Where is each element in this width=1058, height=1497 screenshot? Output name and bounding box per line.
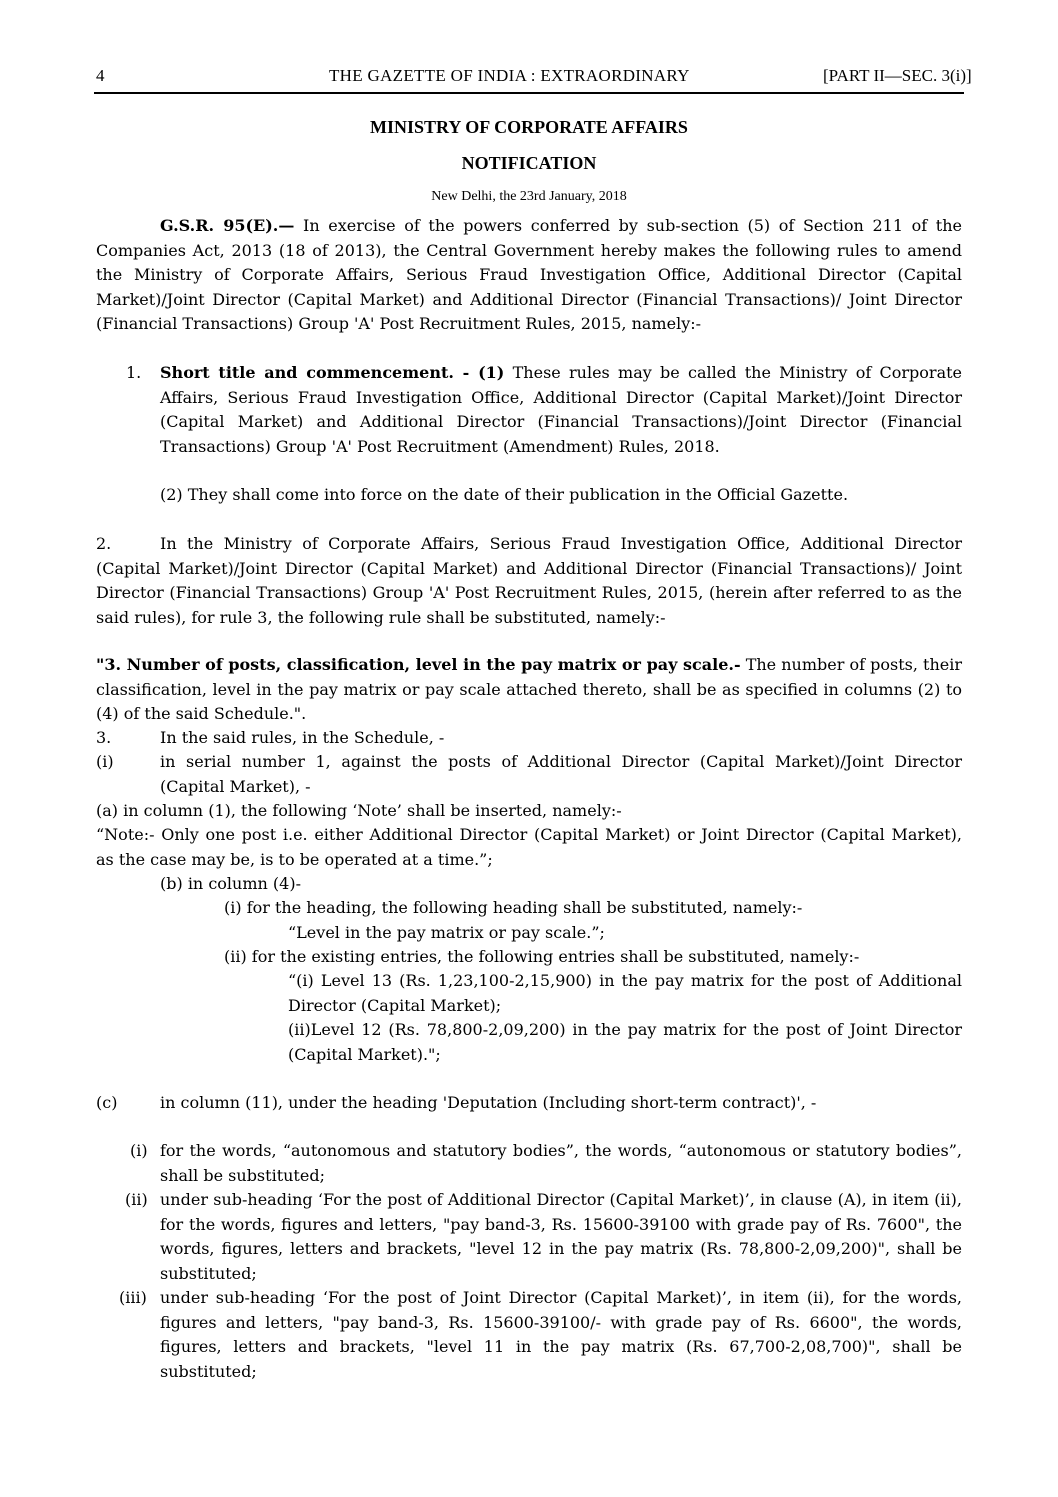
rule3-sub-heading: "3. Number of posts, classification, level in the pay matrix or pay scale.- <box>96 655 741 674</box>
rule1-sub2: (2) They shall come into force on the date of their publication in the Official Gazette. <box>160 485 849 504</box>
item-b-i-quote: “Level in the pay matrix or pay scale.”; <box>288 923 605 942</box>
item-b: (b) in column (4)- <box>160 874 301 893</box>
ministry-title: MINISTRY OF CORPORATE AFFAIRS <box>370 117 688 137</box>
rule3-text: In the said rules, in the Schedule, - <box>160 728 445 747</box>
header-rule <box>94 92 964 94</box>
rule1-text: These rules may be called the Ministry of Corporate Affairs, Serious Fraud Investigation Office, Additional Director (Capital Market)/Joint Director (Capital Market) and Additional Director (Financial Transactions)/Joint Director (Financial Transactions) Group 'A' Post Recruitment (Amendment) Rules, 2018. <box>160 363 963 456</box>
c-item-i-label: (i) <box>130 1141 148 1160</box>
page-number: 4 <box>96 66 105 85</box>
item-b-i: (i) for the heading, the following heading shall be substituted, namely:- <box>224 898 803 917</box>
preamble-text: In exercise of the powers conferred by sub-section (5) of Section 211 of the Companies Act, 2013 (18 of 2013), the Central Government hereby makes the following rules to amend the Ministry of Corporate Affairs, Serious Fraud Investigation Office, Additional Director (Capital Market)/Joint Director (Capital Market) and Additional Director (Financial Transactions)/ Joint Director (Financial Transactions) Group 'A' Post Recruitment Rules, 2015, namely:- <box>96 216 963 333</box>
c-item-i-text: for the words, “autonomous and statutory bodies”, the words, “autonomous or statutory bodies”, shall be substituted; <box>160 1141 962 1185</box>
rule3-sub-text: The number of posts, their classification, level in the pay matrix or pay scale attached thereto, shall be as specified in columns (2) to (4) of the said Schedule.". <box>96 655 962 723</box>
item-b-ii-entry-2: (ii)Level 12 (Rs. 78,800-2,09,200) in the pay matrix for the post of Joint Director (Capital Market)."; <box>288 1020 962 1064</box>
c-item-iii-label: (iii) <box>119 1288 147 1307</box>
item-i-label: (i) <box>96 752 114 771</box>
rule1-number: 1. <box>126 363 142 382</box>
item-b-ii: (ii) for the existing entries, the following entries shall be substituted, namely:- <box>224 947 860 966</box>
preamble <box>96 214 962 337</box>
notification-title: NOTIFICATION <box>461 153 597 173</box>
dateline: New Delhi, the 23rd January, 2018 <box>431 189 627 204</box>
part-section: [PART II—SEC. 3(i)] <box>823 66 972 85</box>
rule1-para <box>160 361 962 459</box>
item-c-label: (c) <box>96 1093 118 1112</box>
item-a: (a) in column (1), the following ‘Note’ shall be inserted, namely:- <box>96 801 622 820</box>
rule2-text: In the Ministry of Corporate Affairs, Serious Fraud Investigation Office, Additional Director (Capital Market)/Joint Director (Capital Market) and Additional Director (Financial Transactions)/ Joint Director (Financial Transactions) Group 'A' Post Recruitment Rules, 2015, (herein after referred to as the said rules), for rule 3, the following rule shall be substituted, namely:- <box>96 534 962 627</box>
item-b-ii-entry-1: “(i) Level 13 (Rs. 1,23,100-2,15,900) in the pay matrix for the post of Additional Director (Capital Market); <box>288 971 962 1015</box>
c-item-iii-text: under sub-heading ‘For the post of Joint Director (Capital Market)’, in item (ii), for the words, figures and letters, "pay band-3, Rs. 15600-39100/- with grade pay of Rs. 6600", the words, figures, letters and brackets, "level 11 in the pay matrix (Rs. 67,700-2,08,700)", shall be substituted; <box>160 1288 962 1381</box>
rule2-number: 2. <box>96 534 112 553</box>
c-item-ii-text: under sub-heading ‘For the post of Additional Director (Capital Market)’, in clause (A), in item (ii), for the words, figures and letters, "pay band-3, Rs. 15600-39100 with grade pay of Rs. 7600", the words, figures, letters and brackets, "level 12 in the pay matrix (Rs. 78,800-2,09,200)", shall be substituted; <box>160 1190 962 1283</box>
gsr-ref: G.S.R. 95(E).— <box>160 216 295 235</box>
rule3-substituted <box>96 653 962 727</box>
note-text: “Note:- Only one post i.e. either Additional Director (Capital Market) or Joint Director (Capital Market), as the case may be, is to be operated at a time.”; <box>96 825 962 869</box>
rule1-heading: Short title and commencement. - (1) <box>160 363 505 382</box>
rule3-number: 3. <box>96 728 112 747</box>
c-item-ii-label: (ii) <box>125 1190 148 1209</box>
item-i-text: in serial number 1, against the posts of Additional Director (Capital Market)/Joint Director (Capital Market), - <box>160 752 962 796</box>
item-c-text: in column (11), under the heading 'Deputation (Including short-term contract)', - <box>160 1093 817 1112</box>
gazette-title: THE GAZETTE OF INDIA : EXTRAORDINARY <box>329 66 690 85</box>
